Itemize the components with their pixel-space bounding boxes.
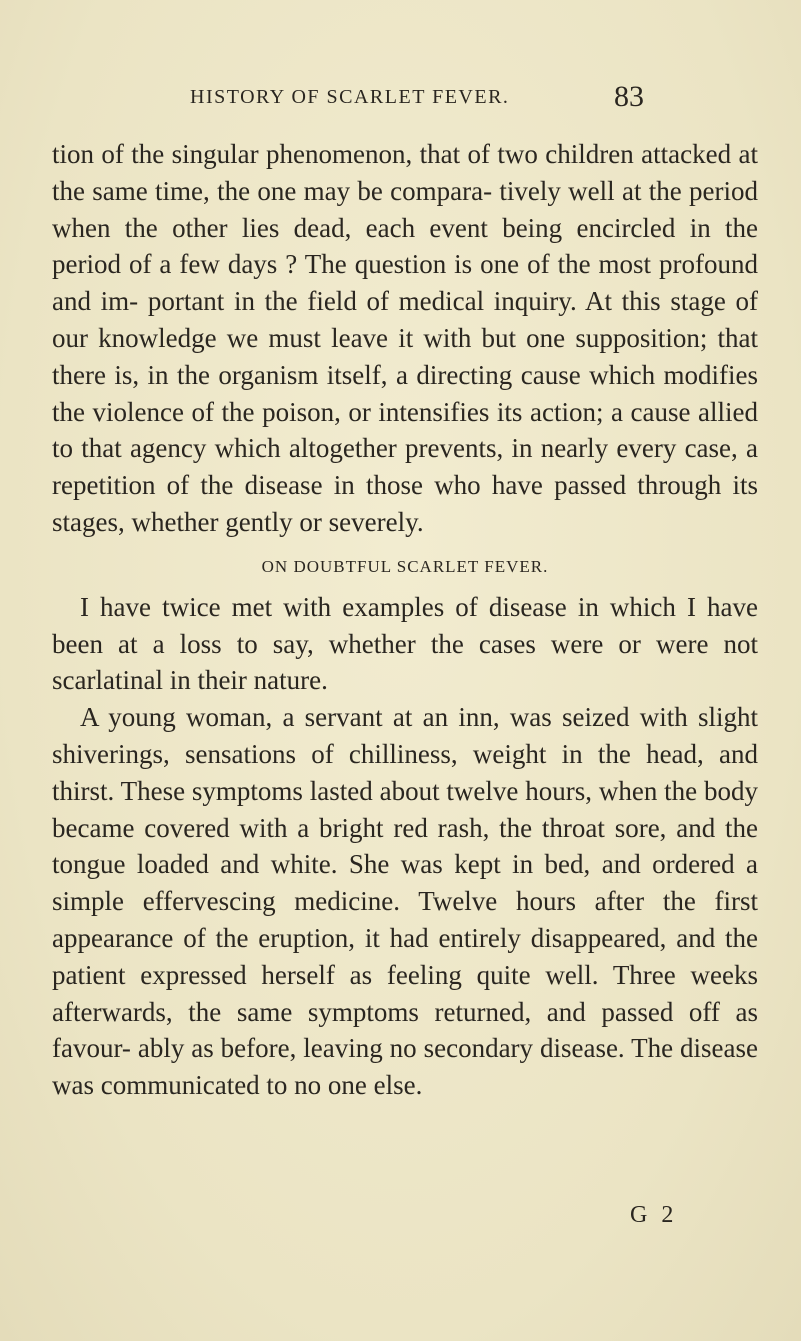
signature-mark: G 2 <box>630 1202 678 1228</box>
paragraph-continuation: tion of the singular phenomenon, that of two children attacked at the same time, the one may be compara- tively well at the period when the other lies dead, each event being encircled in the period of a few days ? The question is one of the most profound and im- portant in the field of medical inquiry. At this stage of our knowledge we must leave it with but one supposition; that there is, in the organism itself, a directing cause which modifies the violence of the poison, or intensifies its action; a cause allied to that agency which altogether prevents, in nearly every case, a repetition of the disease in those who have passed through its stages, whether gently or severely. <box>52 139 758 537</box>
paragraph: I have twice met with examples of disease in which I have been at a loss to say, whether the cases were or were not scarlatinal in their nature. <box>52 591 758 696</box>
body-text <box>52 136 758 1104</box>
running-title: HISTORY OF SCARLET FEVER. <box>190 86 510 108</box>
section-heading: ON DOUBTFUL SCARLET FEVER. <box>261 556 549 576</box>
paragraph: A young woman, a servant at an inn, was seized with slight shiverings, sensations of chilliness, weight in the head, and thirst. These symptoms lasted about twelve hours, when the body became covered with a bright red rash, the throat sore, and the tongue loaded and white. She was kept in bed, and ordered a simple effervescing medicine. Twelve hours after the first appearance of the eruption, it had entirely disappeared, and the patient expressed herself as feeling quite well. Three weeks afterwards, the same symptoms returned, and passed off as favour- ably as before, leaving no secondary disease. The disease was communicated to no one else. <box>52 702 758 1101</box>
page-number: 83 <box>614 80 644 113</box>
running-header <box>0 82 801 118</box>
